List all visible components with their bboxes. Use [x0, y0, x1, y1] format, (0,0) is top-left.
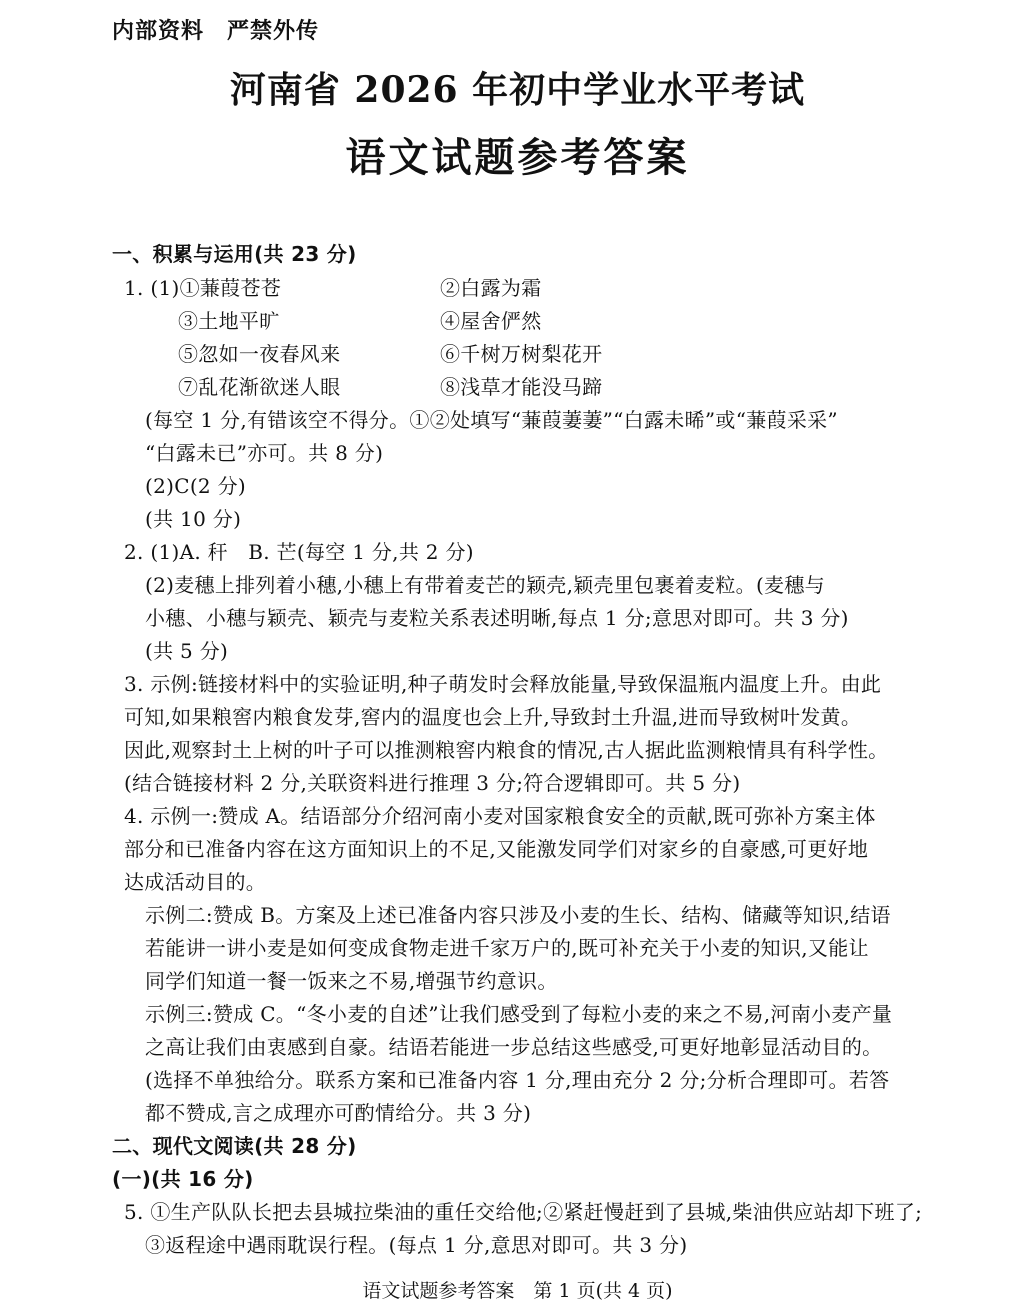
- answer-line: (结合链接材料 2 分,关联资料进行推理 3 分;符合逻辑即可。共 5 分): [124, 771, 741, 795]
- answer-line: 因此,观察封土上树的叶子可以推测粮窖内粮食的情况,古人据此监测粮情具有科学性。: [124, 738, 889, 762]
- answer-line: 4. 示例一:赞成 A。结语部分介绍河南小麦对国家粮食安全的贡献,既可弥补方案主体: [124, 804, 876, 828]
- page-footer: 语文试题参考答案 第 1 页(共 4 页): [362, 1280, 673, 1302]
- confidential-notice: 内部资料 严禁外传: [112, 19, 320, 44]
- answer-line: (共 10 分): [145, 507, 242, 531]
- answer-line: “白露未已”亦可。共 8 分): [145, 441, 384, 465]
- answer-line: 都不赞成,言之成理亦可酌情给分。共 3 分): [145, 1101, 532, 1125]
- answer-line: (选择不单独给分。联系方案和已准备内容 1 分,理由充分 2 分;分析合理即可。若答: [145, 1068, 890, 1092]
- answer-line: 示例二:赞成 B。方案及上述已准备内容只涉及小麦的生长、结构、储藏等知识,结语: [145, 903, 891, 927]
- answer-line: 小穗、小穗与颖壳、颖壳与麦粒关系表述明晰,每点 1 分;意思对即可。共 3 分): [145, 606, 849, 630]
- answer-line: 达成活动目的。: [124, 870, 267, 894]
- section-heading: (一)(共 16 分): [112, 1167, 254, 1191]
- answer-line: 1. (1)①蒹葭苍苍: [124, 276, 282, 300]
- answer-line: 2. (1)A. 秆 B. 芒(每空 1 分,共 2 分): [124, 540, 474, 564]
- answer-line: ⑤忽如一夜春风来: [178, 342, 341, 366]
- answer-line: ⑧浅草才能没马蹄: [440, 375, 603, 399]
- answer-line: 之高让我们由衷感到自豪。结语若能进一步总结这些感受,可更好地彰显活动目的。: [145, 1035, 883, 1059]
- answer-line: ⑦乱花渐欲迷人眼: [178, 375, 341, 399]
- section-heading: 二、现代文阅读(共 28 分): [112, 1134, 357, 1158]
- answer-line: ④屋舍俨然: [440, 309, 542, 333]
- answer-line: (2)麦穗上排列着小穗,小穗上有带着麦芒的颖壳,颖壳里包裹着麦粒。(麦穗与: [145, 573, 825, 597]
- answer-line: 3. 示例:链接材料中的实验证明,种子萌发时会释放能量,导致保温瓶内温度上升。由此: [124, 672, 882, 696]
- document-title: 语文试题参考答案: [345, 135, 690, 181]
- answer-line: (2)C(2 分): [145, 474, 247, 498]
- answer-line: ③土地平旷: [178, 309, 280, 333]
- answer-line: 同学们知道一餐一饭来之不易,增强节约意识。: [145, 969, 558, 993]
- answer-line: 示例三:赞成 C。“冬小麦的自述”让我们感受到了每粒小麦的来之不易,河南小麦产量: [145, 1002, 893, 1026]
- exam-title: 河南省 2026 年初中学业水平考试: [229, 69, 806, 111]
- answer-line: 若能讲一讲小麦是如何变成食物走进千家万户的,既可补充关于小麦的知识,又能让: [145, 936, 869, 960]
- answer-line: ⑥千树万树梨花开: [440, 342, 603, 366]
- answer-line: ②白露为霜: [440, 276, 542, 300]
- answer-line: 5. ①生产队队长把去县城拉柴油的重任交给他;②紧赶慢赶到了县城,柴油供应站却下班了;: [124, 1200, 923, 1224]
- answer-line: 可知,如果粮窖内粮食发芽,窖内的温度也会上升,导致封土升温,进而导致树叶发黄。: [124, 705, 862, 729]
- answer-line: (每空 1 分,有错该空不得分。①②处填写“蒹葭萋萋”“白露未晞”或“蒹葭采采”: [145, 408, 838, 432]
- section-heading: 一、积累与运用(共 23 分): [112, 242, 357, 266]
- answer-line: (共 5 分): [145, 639, 229, 663]
- answer-line: ③返程途中遇雨耽误行程。(每点 1 分,意思对即可。共 3 分): [145, 1233, 688, 1257]
- answer-line: 部分和已准备内容在这方面知识上的不足,又能激发同学们对家乡的自豪感,可更好地: [124, 837, 869, 861]
